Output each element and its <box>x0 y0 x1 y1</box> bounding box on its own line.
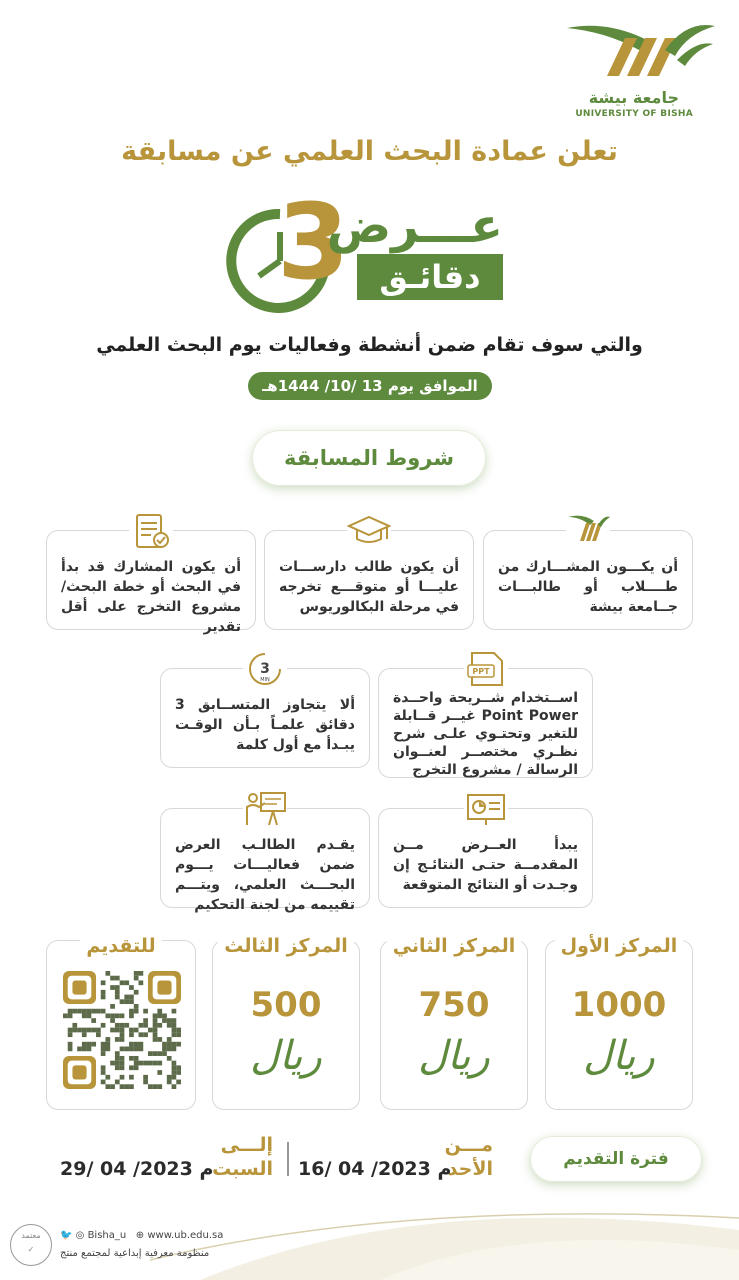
timer-unit: MIN <box>260 677 270 683</box>
logo-arabic-name: جامعة بيشة <box>588 88 679 107</box>
qr-code-icon[interactable] <box>63 971 181 1093</box>
prize-amount: 750 <box>418 985 490 1025</box>
period-to-day: السبت <box>212 1158 273 1180</box>
condition-card <box>378 808 593 908</box>
prize-amount: 500 <box>250 985 322 1025</box>
prize-first <box>545 935 693 1110</box>
conditions-title: شروط المسابقة <box>252 430 486 486</box>
condition-text: يبدأ العــرض مــن المقدمــة حتـى النتائـج إن وجـدت أو النتائج المتوقعة <box>393 837 578 893</box>
website-link[interactable]: www.ub.edu.sa <box>147 1230 224 1241</box>
prize-second <box>380 935 528 1110</box>
checklist-icon <box>129 513 173 553</box>
twitter-icon[interactable]: 🐦 <box>60 1230 73 1241</box>
accreditation-seal: معتمد ✓ <box>10 1224 52 1266</box>
timer-number: 3 <box>260 661 270 677</box>
prize-place: المركز الأول <box>555 935 684 957</box>
instagram-icon[interactable]: ◎ <box>75 1230 85 1241</box>
globe-icon: ⊕ <box>135 1230 145 1241</box>
condition-card <box>378 668 593 778</box>
condition-card <box>264 530 474 630</box>
apply-label: للتقديم <box>80 935 161 957</box>
condition-text: أن يكون المشارك قد بدأ في البحث أو خطة البحث/ مشروع التخرج على أقل تقدير <box>61 559 241 635</box>
period-to-date: 29/ 04 /2023 م <box>60 1158 214 1180</box>
prize-currency: ريال <box>250 1033 322 1079</box>
prize-third <box>212 935 360 1110</box>
period-divider <box>287 1142 289 1176</box>
university-logo <box>547 20 717 120</box>
prize-currency: ريال <box>583 1033 655 1079</box>
chart-board-icon <box>464 791 508 831</box>
apply-qr-box <box>46 935 196 1110</box>
condition-card <box>46 530 256 635</box>
condition-card <box>160 661 370 768</box>
prize-currency: ريال <box>418 1033 490 1079</box>
period-from-date: 16/ 04 /2023 م <box>298 1158 452 1180</box>
mark-title: عـــرض <box>326 198 503 254</box>
presenter-icon <box>243 791 287 831</box>
prize-amount: 1000 <box>571 985 667 1025</box>
headline: تعلن عمادة البحث العلمي عن مسابقة <box>121 136 618 167</box>
university-logo-icon <box>547 20 717 90</box>
ppt-file-icon <box>464 651 508 691</box>
date-pill: الموافق يوم 13 /10/ 1444هـ <box>248 372 492 400</box>
condition-text: يقـدم الطالـب العرض ضمن فعاليـــات يـــوم البحـــث العلمي، ويتـــم تقييمه من لجنة التحكيم <box>175 837 355 913</box>
university-logo-icon <box>566 513 610 553</box>
three-minute-mark <box>225 181 515 316</box>
condition-text: أن يكـــون المشـــارك من طــــلاب أو طالبـــات جــامعة بيشة <box>498 559 678 615</box>
condition-card <box>160 808 370 913</box>
graduation-cap-icon <box>347 513 391 553</box>
footer-links <box>60 1230 223 1241</box>
condition-text: اســتخدام شــريحة واحــدة Point Power غيــر قــابلة للتغير وتحتـوي علـى شرح نظـري مختصــر لعنــوان الرسالة / مشروع التخرج <box>393 690 578 778</box>
footer-tagline: منظومة معرفية إبداعية لمجتمع منتج <box>60 1248 210 1259</box>
prize-place: المركز الثالث <box>218 935 353 957</box>
condition-text: ألا يتجاوز المتســابق 3 دقائق علمـاً بـأن الوقـت يبـدأ مع أول كلمة <box>175 697 355 753</box>
duration-word: دقائـق <box>357 254 503 300</box>
footer <box>0 1200 739 1280</box>
application-period-label: فترة التقديم <box>530 1136 702 1182</box>
period-from-day: الأحد <box>447 1158 493 1180</box>
subline: والتي سوف تقام ضمن أنشطة وفعاليات يوم البحث العلمي <box>96 334 643 356</box>
social-handle[interactable]: Bisha_u <box>87 1230 127 1241</box>
condition-text: أن يكون طالب دارســـات عليـــا أو متوقـــع تخرجه في مرحلة البكالوريوس <box>279 559 459 615</box>
timer-icon <box>243 651 287 691</box>
logo-english-name: UNIVERSITY OF BISHA <box>575 109 693 119</box>
period-to-word: إلـــى <box>220 1134 273 1156</box>
period-from-word: مـــن <box>444 1134 493 1156</box>
minutes-number: 3 <box>277 181 350 303</box>
prize-place: المركز الثاني <box>387 935 522 957</box>
condition-card <box>483 530 693 630</box>
ppt-label: PPT <box>471 667 490 676</box>
